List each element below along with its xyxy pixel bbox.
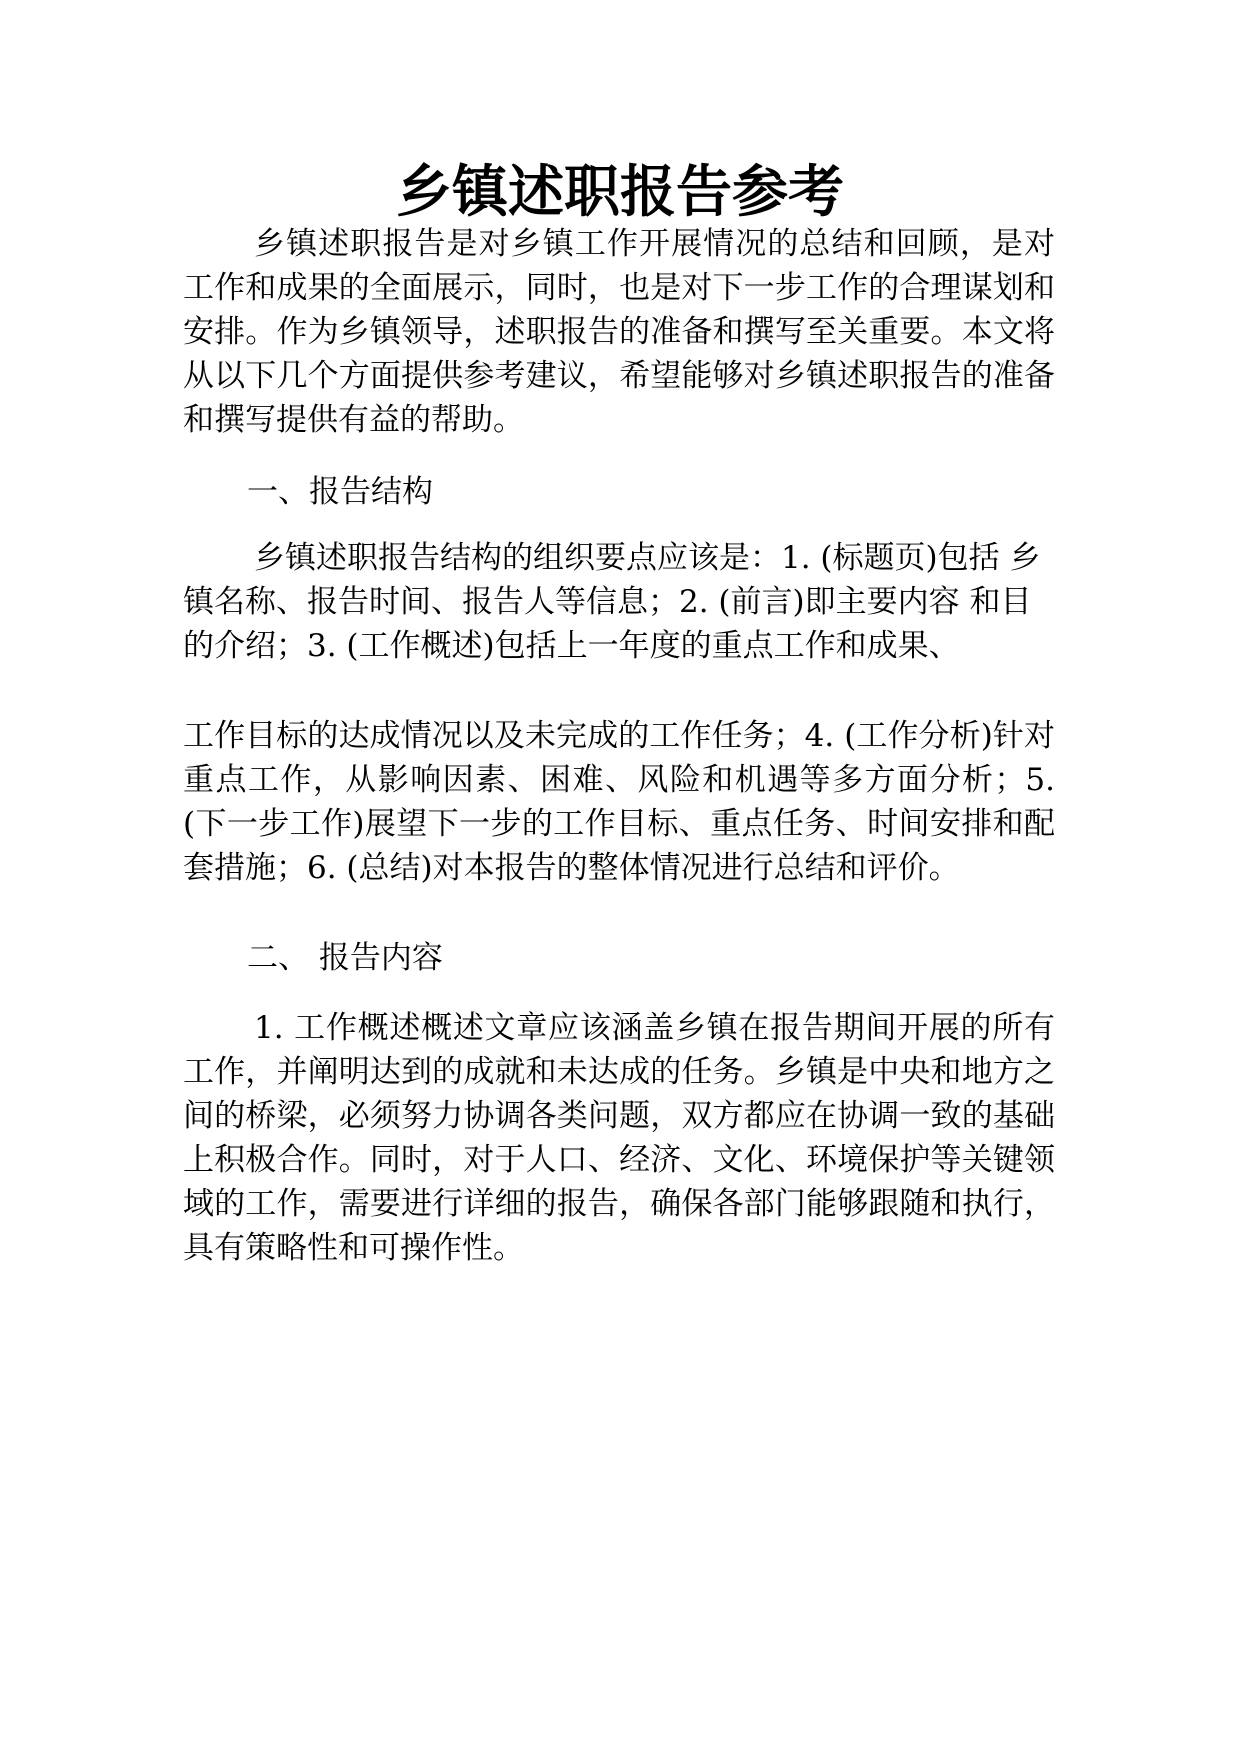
document-title: 乡镇述职报告参考 [396, 160, 844, 225]
content-paragraph: 1. 工作概述概述文章应该涵盖乡镇在报告期间开展的所有工作，并阐明达到的成就和未达成的任务。乡镇是中央和地方之间的桥梁，必须努力协调各类问题，双方都应在协调一致的基础上积极合作。同时，对于人口、经济、文化、环境保护等关键领域的工作，需要进行详细的报告，确保各部门能够跟随和执行，具有策略性和可操作性。 [183, 1010, 1055, 1266]
structure-paragraph-continued: 工作目标的达成情况以及未完成的工作任务；4. (工作分析)针对重点工作，从影响因素、困难、风险和机遇等多方面分析；5. (下一步工作)展望下一步的工作目标、重点任务、时间安排和配套措施；6. (总结)对本报告的整体情况进行总结和评价。 [183, 718, 1055, 886]
structure-paragraph: 乡镇述职报告结构的组织要点应该是：1. (标题页)包括 乡镇名称、报告时间、报告人等信息；2. (前言)即主要内容 和目的介绍；3. (工作概述)包括上一年度的重点工作和成果、 [183, 540, 1041, 664]
intro-paragraph: 乡镇述职报告是对乡镇工作开展情况的总结和回顾，是对工作和成果的全面展示，同时，也是对下一步工作的合理谋划和安排。作为乡镇领导，述职报告的准备和撰写至关重要。本文将从以下几个方面提供参考建议，希望能够对乡镇述职报告的准备和撰写提供有益的帮助。 [183, 226, 1055, 438]
section-heading-structure: 一、报告结构 [247, 474, 433, 510]
section-heading-content: 二、 报告内容 [247, 940, 443, 976]
